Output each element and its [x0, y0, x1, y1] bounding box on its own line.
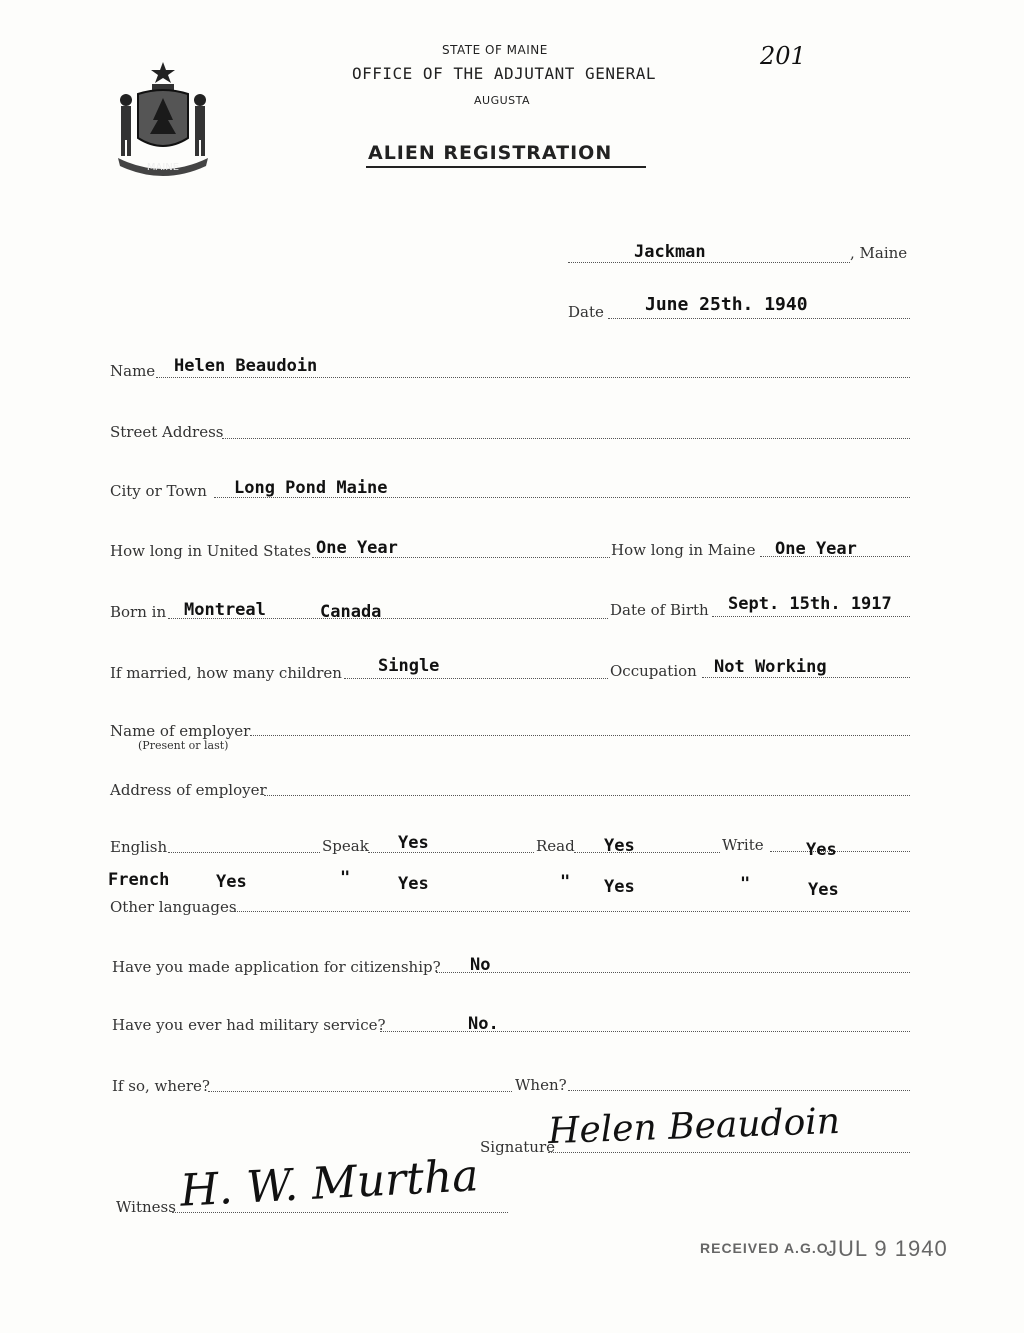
where-label: If so, where? — [112, 1077, 210, 1095]
children-label: If married, how many children — [110, 664, 342, 682]
employer-sublabel: (Present or last) — [138, 739, 229, 752]
occupation-label: Occupation — [610, 662, 697, 680]
children-value: Single — [378, 656, 440, 676]
how-long-us-value: One Year — [316, 538, 398, 558]
born-in-city-value: Montreal — [184, 600, 266, 620]
date-value: June 25th. 1940 — [645, 294, 808, 315]
received-stamp: RECEIVED A.G.O. — [700, 1240, 834, 1256]
dob-value: Sept. 15th. 1917 — [728, 594, 892, 614]
other-write-value: Yes — [808, 880, 839, 900]
street-label: Street Address — [110, 423, 224, 441]
city-label: City or Town — [110, 482, 207, 500]
how-long-maine-value: One Year — [775, 539, 857, 559]
place-suffix: , Maine — [850, 244, 908, 262]
handwritten-number: 201 — [760, 42, 806, 70]
ditto-mark-read: " — [560, 872, 571, 892]
maine-state-seal-icon — [108, 58, 218, 178]
place-value: Jackman — [634, 242, 706, 262]
dob-label: Date of Birth — [610, 601, 709, 619]
employer-address-label: Address of employer — [110, 781, 267, 799]
citizenship-value: No — [470, 955, 491, 975]
title-underline — [366, 166, 646, 168]
ditto-mark-speak: " — [340, 868, 351, 888]
military-value: No. — [468, 1014, 499, 1034]
city-value: Long Pond Maine — [234, 478, 388, 498]
english-write-value: Yes — [806, 840, 837, 860]
office-heading: OFFICE OF THE ADJUTANT GENERAL — [352, 64, 656, 83]
witness-value: H. W. Murtha — [178, 1150, 480, 1217]
read-label: Read — [536, 837, 575, 855]
state-heading: STATE OF MAINE — [442, 43, 548, 57]
other-read-value: Yes — [604, 877, 635, 897]
how-long-us-label: How long in United States — [110, 542, 312, 560]
english-label: English — [110, 838, 168, 856]
citizenship-label: Have you made application for citizenship? — [112, 958, 441, 976]
english-read-value: Yes — [604, 836, 635, 856]
english-speak-value: Yes — [398, 833, 429, 853]
witness-label: Witness — [116, 1198, 176, 1216]
born-in-label: Born in — [110, 603, 167, 621]
how-long-maine-label: How long in Maine — [611, 541, 756, 559]
received-stamp-date: JUL 9 1940 — [826, 1236, 948, 1261]
write-label: Write — [722, 836, 764, 854]
when-label: When? — [515, 1076, 567, 1094]
other-languages-label: Other languages — [110, 898, 237, 916]
signature-value: Helen Beaudoin — [547, 1100, 841, 1153]
occupation-value: Not Working — [714, 657, 827, 677]
date-label: Date — [568, 303, 604, 321]
employer-label: Name of employer — [110, 722, 251, 740]
city-heading: AUGUSTA — [474, 94, 531, 107]
name-value: Helen Beaudoin — [174, 356, 318, 376]
form-title: ALIEN REGISTRATION — [368, 142, 613, 164]
speak-label: Speak — [322, 837, 369, 855]
military-label: Have you ever had military service? — [112, 1016, 386, 1034]
svg-text:MAINE: MAINE — [146, 162, 180, 173]
name-label: Name — [110, 362, 156, 380]
born-in-country-value: Canada — [320, 602, 382, 622]
ditto-mark-write: " — [740, 874, 751, 894]
other-language-name: French — [108, 870, 170, 890]
signature-label: Signature — [480, 1138, 556, 1156]
other-speak-value: Yes — [398, 874, 429, 894]
other-language-yes: Yes — [216, 872, 247, 892]
